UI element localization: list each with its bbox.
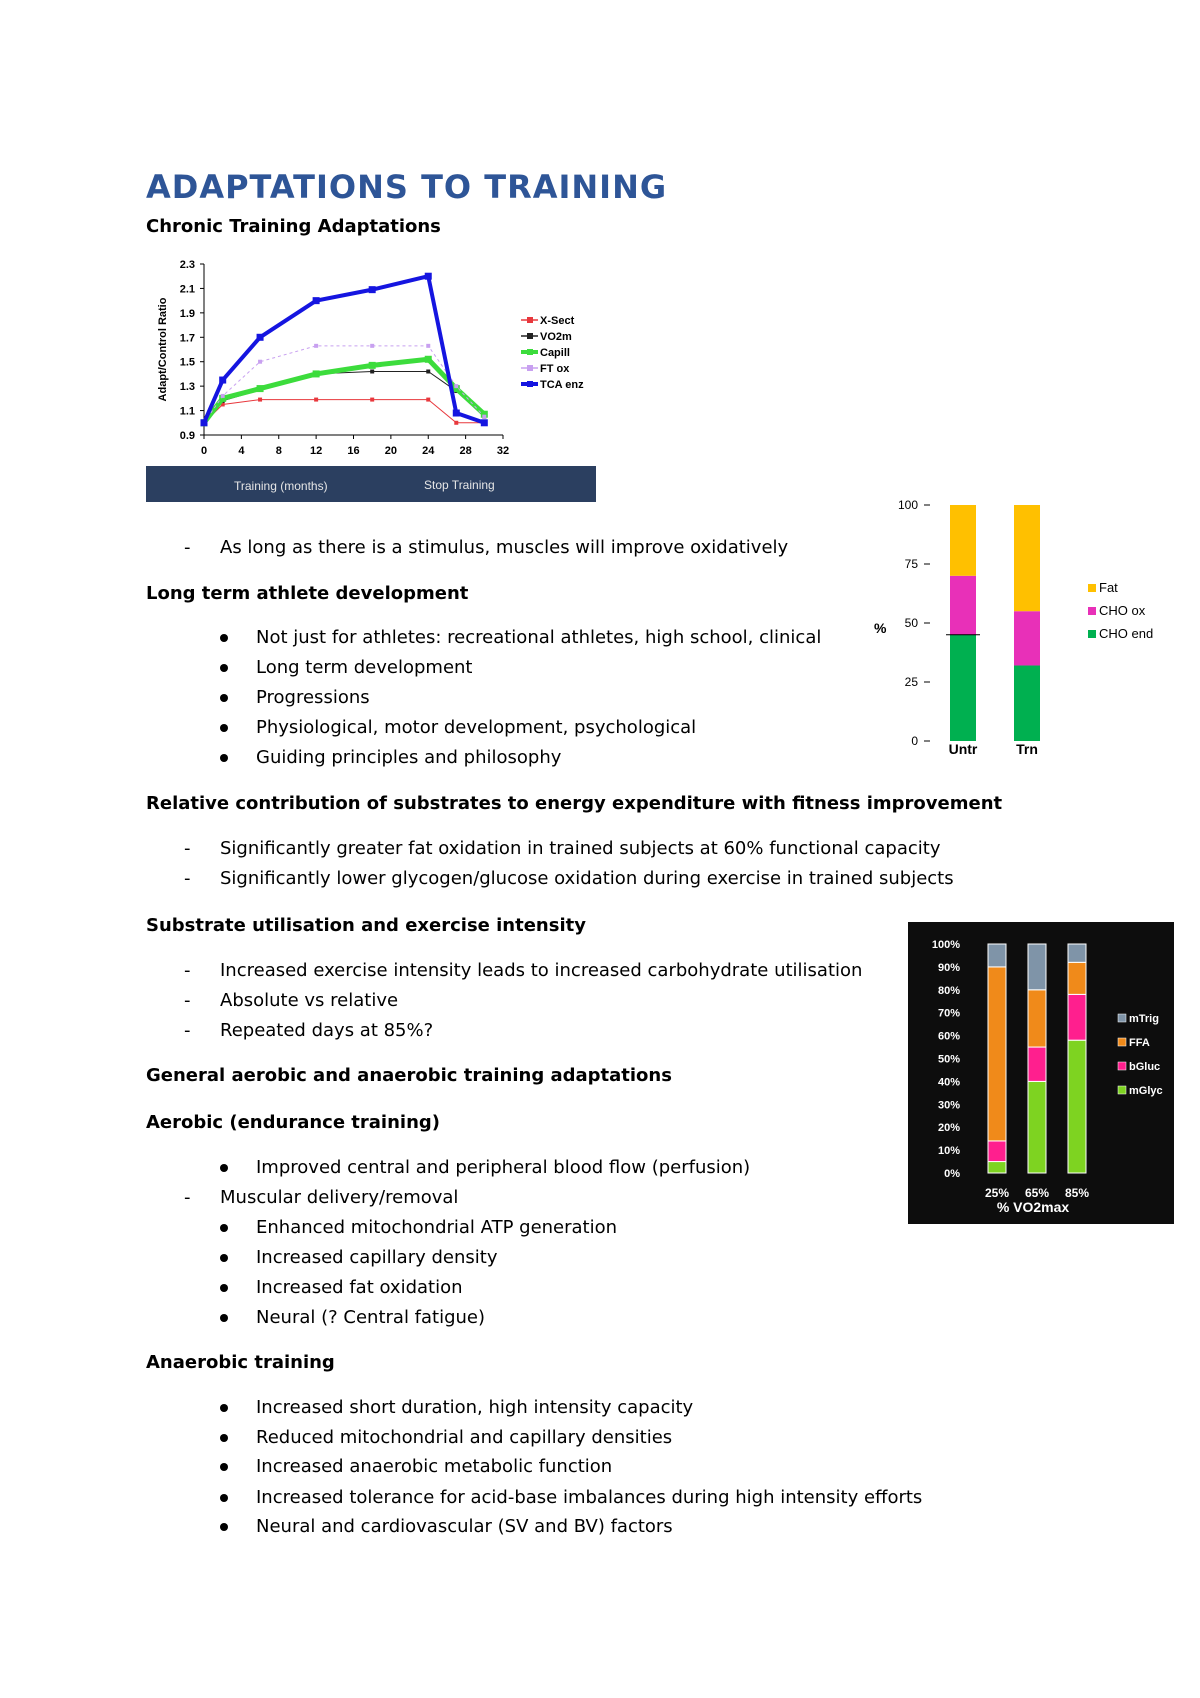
legend-label: mTrig	[1129, 1013, 1159, 1025]
line-chart-series	[201, 273, 488, 427]
training-line-chart	[146, 254, 596, 504]
legend-label: TCA enz	[540, 379, 584, 391]
page-title: ADAPTATIONS TO TRAINING	[146, 168, 668, 206]
y-tick-label: 70%	[937, 1007, 960, 1020]
y-tick-label: 1.1	[179, 405, 195, 418]
data-point	[221, 394, 225, 398]
bar-segment-mglyc	[988, 1162, 1006, 1173]
y-tick-label: 50	[904, 616, 918, 630]
data-point	[454, 384, 458, 388]
legend-swatch	[1088, 630, 1096, 638]
y-tick-label: 60%	[937, 1030, 960, 1043]
section-heading-chronic: Chronic Training Adaptations	[146, 216, 441, 237]
bar-segment-ffa	[1068, 962, 1086, 994]
x-tick-label: 32	[496, 445, 510, 457]
data-point	[313, 297, 320, 304]
legend-label: FFA	[1129, 1037, 1150, 1049]
list-item: - Repeated days at 85%?	[220, 1020, 433, 1041]
category-label: Untr	[948, 741, 978, 757]
legend-swatch	[1118, 1086, 1126, 1094]
list-item: Increased anaerobic metabolic function	[256, 1456, 613, 1477]
legend-label: CHO end	[1099, 626, 1154, 641]
data-point	[313, 370, 320, 377]
category-label: Trn	[1016, 741, 1038, 757]
bar-segment-bgluc	[1068, 994, 1086, 1040]
list-item: Increased tolerance for acid-base imbalances during high intensity efforts	[256, 1487, 923, 1508]
list-item: - Muscular delivery/removal	[220, 1187, 458, 1208]
bar-segment-mtrig	[1068, 944, 1086, 962]
legend-label: bGluc	[1129, 1061, 1161, 1073]
bar-segment-mtrig	[1028, 944, 1046, 990]
data-point	[425, 273, 432, 280]
data-point	[426, 344, 430, 348]
data-point	[257, 385, 264, 392]
y-tick-label: 1.7	[179, 332, 195, 345]
legend-marker	[527, 381, 533, 387]
list-item: Not just for athletes: recreational athletes, high school, clinical	[256, 627, 822, 648]
list-item: Enhanced mitochondrial ATP generation	[256, 1217, 618, 1238]
legend-label: FT ox	[540, 363, 570, 375]
list-item: Progressions	[256, 687, 370, 708]
data-point	[426, 369, 430, 373]
bar-segment-cho-ox	[1014, 611, 1040, 665]
data-point	[314, 398, 318, 402]
series-line-capill	[204, 359, 484, 423]
data-point	[219, 377, 226, 384]
y-tick-label: 1.3	[179, 381, 195, 394]
x-tick-label: 16	[347, 445, 360, 457]
legend-label: Fat	[1099, 580, 1118, 595]
list-item: - As long as there is a stimulus, muscles will improve oxidatively	[220, 537, 788, 558]
data-point	[201, 419, 208, 426]
legend-swatch	[1118, 1014, 1126, 1022]
data-point	[370, 344, 374, 348]
list-item: - Significantly greater fat oxidation in trained subjects at 60% functional capacity	[220, 838, 940, 859]
section-heading-general: General aerobic and anaerobic training adaptations	[146, 1065, 672, 1086]
data-point	[369, 286, 376, 293]
line-chart-axes	[157, 259, 509, 457]
x-tick-label: 8	[275, 445, 282, 457]
bar-segment-ffa	[1028, 990, 1046, 1047]
data-point	[370, 398, 374, 402]
data-point	[453, 410, 460, 417]
list-item: Neural (? Central fatigue)	[256, 1307, 486, 1328]
data-point	[257, 334, 264, 341]
legend-label: X-Sect	[540, 315, 575, 327]
legend-marker	[527, 317, 533, 323]
bar-segment-mglyc	[1068, 1040, 1086, 1173]
legend-swatch	[1088, 584, 1096, 592]
y-tick-label: 0.9	[179, 430, 195, 442]
x-axis-label: % VO2max	[996, 1199, 1070, 1215]
list-item: Increased fat oxidation	[256, 1277, 463, 1298]
data-point	[482, 415, 486, 419]
category-label: 85%	[1064, 1186, 1090, 1200]
y-tick-label: 90%	[937, 961, 960, 974]
list-item: Improved central and peripheral blood flow (perfusion)	[256, 1157, 751, 1178]
bar-segment-fat	[1014, 505, 1040, 611]
list-item: Increased short duration, high intensity capacity	[256, 1397, 694, 1418]
y-tick-label: 80%	[937, 984, 960, 997]
bar-segment-mtrig	[988, 944, 1006, 967]
line-chart-legend	[521, 315, 584, 391]
y-tick-label: 10%	[937, 1145, 960, 1158]
data-point	[481, 419, 488, 426]
bar-segment-ffa	[988, 967, 1006, 1141]
data-point	[369, 362, 376, 369]
y-tick-label: 50%	[937, 1053, 960, 1066]
section-heading-anaerobic: Anaerobic training	[146, 1352, 335, 1373]
y-tick-label: 40%	[937, 1076, 960, 1089]
data-point	[370, 369, 374, 373]
bar-segment-bgluc	[988, 1141, 1006, 1162]
bar-segment-mglyc	[1028, 1081, 1046, 1173]
bar-segment-bgluc	[1028, 1047, 1046, 1081]
y-axis-label: Adapt/Control Ratio	[157, 297, 169, 402]
legend-label: VO2m	[540, 331, 572, 343]
y-tick-label: 2.1	[179, 283, 195, 296]
y-tick-label: 1.5	[179, 356, 195, 369]
legend-marker	[527, 349, 533, 355]
section-heading-aerobic: Aerobic (endurance training)	[146, 1112, 441, 1133]
bar-segment-cho-ox	[950, 576, 976, 635]
list-item: Long term development	[256, 657, 473, 678]
list-item: - Significantly lower glycogen/glucose oxidation during exercise in trained subjects	[220, 868, 954, 889]
data-point	[454, 421, 458, 425]
series-line-x-sect	[204, 400, 484, 423]
data-point	[258, 398, 262, 402]
y-tick-label: 25	[904, 675, 918, 689]
legend-label: mGlyc	[1129, 1085, 1163, 1097]
y-tick-label: 20%	[937, 1122, 960, 1135]
band-label-stop: Stop Training	[424, 478, 495, 492]
series-line-vo2m	[204, 371, 484, 422]
list-item: - Absolute vs relative	[220, 990, 398, 1011]
legend-swatch	[1088, 607, 1096, 615]
legend-label: Capill	[540, 347, 570, 359]
x-tick-label: 20	[384, 445, 397, 457]
data-point	[425, 356, 432, 363]
category-label: 65%	[1024, 1186, 1050, 1200]
legend-swatch	[1118, 1062, 1126, 1070]
legend-marker	[527, 333, 533, 339]
bar-segment-fat	[950, 505, 976, 576]
y-axis-label: %	[874, 620, 887, 636]
legend-label: CHO ox	[1099, 603, 1146, 618]
list-item: Neural and cardiovascular (SV and BV) factors	[256, 1516, 673, 1537]
y-tick-label: 2.3	[179, 259, 195, 271]
substrate-bar-chart	[874, 488, 1186, 778]
list-item: Increased capillary density	[256, 1247, 498, 1268]
x-tick-label: 24	[422, 445, 435, 457]
training-band	[146, 466, 596, 502]
x-tick-label: 4	[238, 445, 245, 457]
y-tick-label: 75	[904, 557, 918, 571]
x-tick-label: 12	[310, 445, 323, 457]
y-tick-label: 0%	[944, 1168, 960, 1180]
bar-segment-cho-end	[950, 635, 976, 741]
x-tick-label: 28	[459, 445, 472, 457]
section-heading-relative: Relative contribution of substrates to energy expenditure with fitness improvement	[146, 793, 1003, 814]
y-tick-label: 100%	[931, 939, 960, 951]
list-item: Reduced mitochondrial and capillary densities	[256, 1427, 673, 1448]
list-item: Physiological, motor development, psychological	[256, 717, 697, 738]
series-line-tca-enz	[204, 276, 484, 423]
data-point	[258, 360, 262, 364]
x-tick-label: 0	[200, 445, 208, 457]
data-point	[314, 344, 318, 348]
intensity-bar-chart	[908, 922, 1174, 1224]
list-item: - Increased exercise intensity leads to increased carbohydrate utilisation	[220, 960, 862, 981]
y-tick-label: 30%	[937, 1099, 960, 1112]
legend-swatch	[1118, 1038, 1126, 1046]
section-heading-ltad: Long term athlete development	[146, 583, 469, 604]
band-label-training: Training (months)	[234, 479, 328, 493]
legend-marker	[527, 365, 533, 371]
y-tick-label: 1.9	[179, 307, 195, 320]
list-item: Guiding principles and philosophy	[256, 747, 562, 768]
section-heading-substrate: Substrate utilisation and exercise intensity	[146, 915, 586, 936]
bar-segment-cho-end	[1014, 665, 1040, 741]
category-label: 25%	[984, 1186, 1010, 1200]
y-tick-label: 0	[911, 734, 918, 748]
data-point	[426, 398, 430, 402]
y-tick-label: 100	[897, 498, 918, 512]
